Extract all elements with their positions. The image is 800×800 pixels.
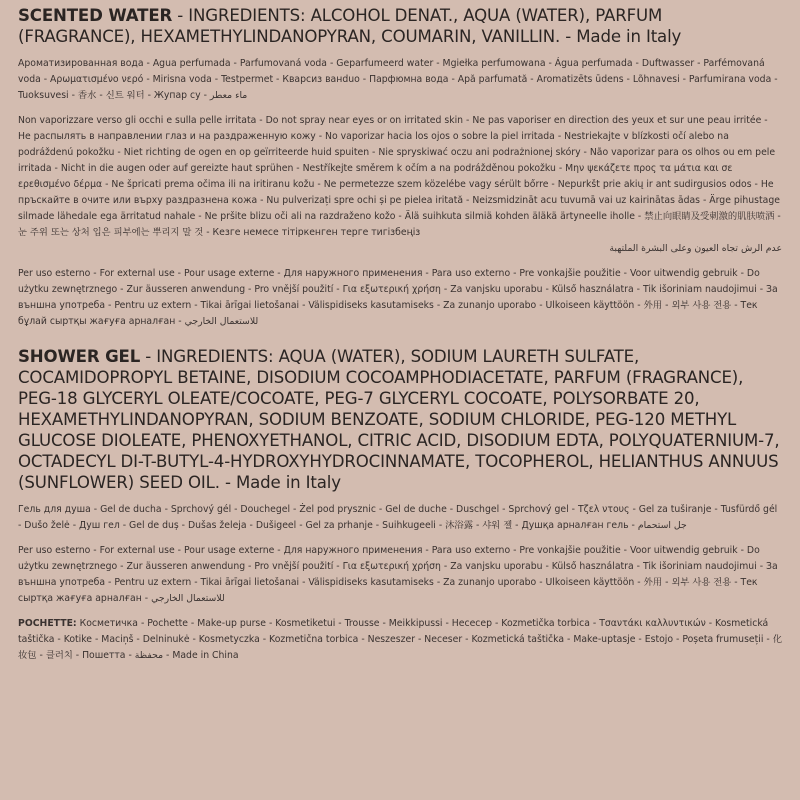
shower-gel-translations: Гель для душа - Gel de ducha - Sprchový gél - Douchegel - Żel pod prysznic - Gel de duche - Duschgel - Sprchový gel - Τζελ ντους - Gel za tuširanje - Tusfürdő gél - Dušo želė - Душ гел - Gel de duș - Dušas želeja - Dušigeel - Gel za prhanje - Suihkugeeli - 沐浴露 - 샤워 젤 - Душқа арналған гель - جل استحمام bbox=[18, 504, 778, 531]
scented-water-section bbox=[18, 5, 782, 330]
scented-water-ingredients: - INGREDIENTS: ALCOHOL DENAT., AQUA (WATER), PARFUM (FRAGRANCE), HEXAMETHYLINDANOPYRAN, COUMARIN, VANILLIN. - Made in Italy bbox=[18, 6, 682, 46]
scented-water-warnings: Non vaporizzare verso gli occhi e sulla pelle irritata - Do not spray near eyes or on irritated skin - Ne pas vaporiser en direction des yeux et sur une peau irritée - Не распылять в направлении глаз и на раздраженную кожу - No vaporizar hacia los ojos o sobre la piel irritada - Nestriekajte v blízkosti očí alebo na podráždenú pokožku - Niet richting de ogen en op geïrriteerde huid spuiten - Nie spryskiwać oczu ani podrażnionej skóry - Não vaporizar para os olhos ou em pele irritada - Nicht in die augen oder auf gereizte haut sprühen - Nestříkejte směrem k očím a na podrážděnou pokožku - Μην ψεκάζετε προς τα μάτια και σε ερεθισμένο δέρμα - Ne špricati prema očima ili na iritiranu kožu - Ne permetezze szem közelébe vagy sérült bőrre - Nepurkšt prie akių ir ant sudirgusios odos - Не пръскайте в очите или върху раздразнена кожа - Nu pulverizați spre ochi și pe pielea iritată - Neizsmidzināt acu tuvumā vai uz kairinātas ādas - Ärge pihustage silmade lähedale ega ärritatud nahale - Ne pršite blizu oči ali na razdraženo kožo - Älä suihkuta silmiä kohden äläkä ärtyneelle iholle - 禁止向眼睛及受刺激的肌肤喷洒 - 눈 주위 또는 상처 입은 피부에는 뿌리지 말 것 - Кезге немесе тітіркенген терге тигізбеңіз bbox=[18, 115, 781, 238]
pochette-text bbox=[18, 616, 782, 664]
shower-gel-heading bbox=[18, 346, 782, 493]
pochette-translations: Косметичка - Pochette - Make-up purse - Kosmetiketui - Trousse - Meikkipussi - Несесер - Kozmetička torbica - Τσαντάκι καλλυντικών - Kosmetická taštička - Kotike - Maciņš - Delninukė - Kosmetyczka - Kozmetična torbica - Neszeszer - Neceser - Kozmetická taštička - Make-uptasje - Estojo - Poșeta frumuseții - 化妆包 - 클러치 - Пошетта - محفظة - Made in China bbox=[18, 618, 783, 661]
scented-water-heading bbox=[18, 5, 782, 47]
shower-gel-ingredients: - INGREDIENTS: AQUA (WATER), SODIUM LAURETH SULFATE, COCAMIDOPROPYL BETAINE, DISODIUM COCOAMPHODIACETATE, PARFUM (FRAGRANCE), PEG-18 GLYCERYL OLEATE/COCOATE, PEG-7 GLYCERYL COCOATE, POLYSORBATE 20, HEXAMETHYLINDANOPYRAN, SODIUM BENZOATE, SODIUM CHLORIDE, PEG-120 METHYL GLUCOSE DIOLEATE, PHENOXYETHANOL, CITRIC ACID, DISODIUM EDTA, POLYQUATERNIUM-7, OCTADECYL DI-T-BUTYL-4-HYDROXYHYDROCINNAMATE, TOCOPHEROL, HELIANTHUS ANNUUS (SUNFLOWER) SEED OIL. - Made in Italy bbox=[18, 347, 780, 492]
scented-water-warnings-arabic: عدم الرش تجاه العيون وعلى البشرة الملتهبة bbox=[609, 243, 782, 254]
shower-gel-title: SHOWER GEL bbox=[18, 347, 141, 366]
scented-water-title: SCENTED WATER bbox=[18, 6, 173, 25]
pochette-label: POCHETTE: bbox=[18, 618, 77, 629]
scented-water-translations: Ароматизированная вода - Agua perfumada - Parfumovaná voda - Geparfumeerd water - Mgiełka perfumowana - Água perfumada - Duftwasser - Parfémovaná voda - Αρωματισμένο νερό - Mirisna voda - Testpermet - Кварсиз ванduo - Парфюмна вода - Apă parfumată - Aromatizēts ūdens - Lõhnavesi - Parfumirana voda - Tuoksuvesi - 香水 - 신트 워터 - Жупар су - ماء معطر bbox=[18, 58, 778, 101]
shower-gel-section bbox=[18, 346, 782, 664]
scented-water-external-use: Per uso esterno - For external use - Pour usage externe - Для наружного применения - Para uso externo - Pre vonkajšie použitie - Voor uitwendig gebruik - Do użytku zewnętrznego - Zur äusseren anwendung - Pro vnější použití - Για εξωτερική χρήση - Za vanjsku uporabu - Külső használatra - Tik išoriniam naudojimui - За външна употреба - Pentru uz extern - Tikai ārīgai lietošanai - Välispidiseks kasutamiseks - Za zunanjo uporabo - Ulkoiseen käyttöön - 外用 - 외부 사용 전용 - Тек бұлай сыртқы жағуға арналған - للاستعمال الخارجي bbox=[18, 268, 778, 327]
shower-gel-external-use: Per uso esterno - For external use - Pour usage externe - Для наружного применения - Para uso externo - Pre vonkajšie použitie - Voor uitwendig gebruik - Do użytku zewnętrznego - Zur äusseren anwendung - Pro vnější použití - Για εξωτερική χρήση - Za vanjsku uporabu - Külső használatra - Tik išoriniam naudojimui - За външна употреба - Pentru uz extern - Tikai ārīgai lietošanai - Välispidiseks kasutamiseks - Za zunanjo uporabo - Ulkoiseen käyttöön - 外用 - 외부 사용 전용 - Тек сыртқа жағуға арналған - للاستعمال الخارجي bbox=[18, 545, 778, 604]
